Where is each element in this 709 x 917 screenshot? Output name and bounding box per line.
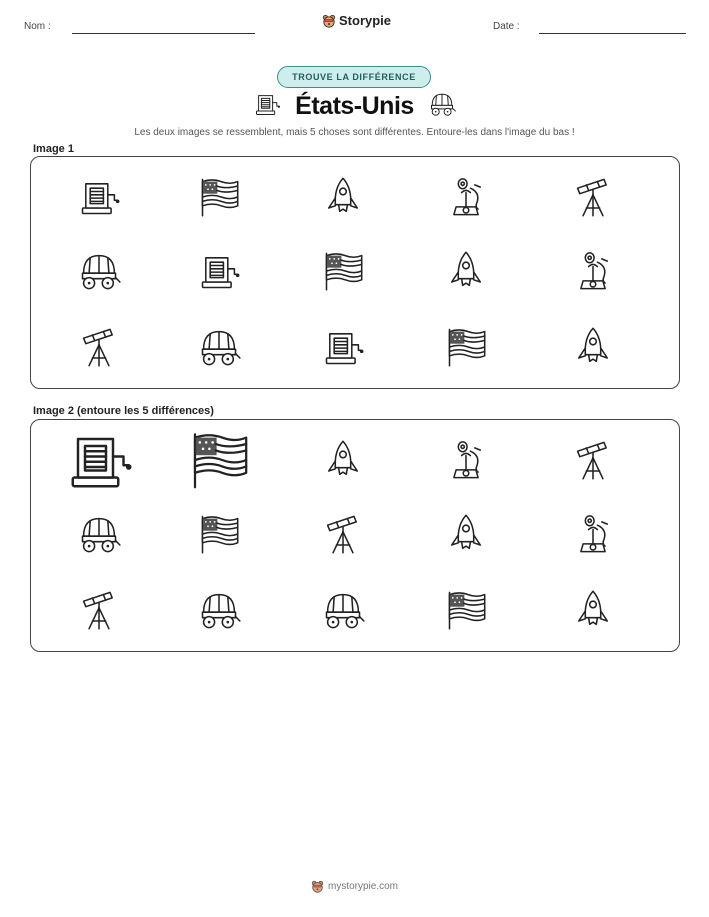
grid-cell	[444, 325, 488, 369]
grid-cell	[197, 325, 241, 369]
image2-panel[interactable]	[30, 419, 680, 652]
grid-cell	[444, 249, 488, 293]
instructions: Les deux images se ressemblent, mais 5 choses sont différentes. Entoure-les dans l'image du bas !	[134, 127, 575, 138]
american-flag-icon	[321, 249, 365, 293]
grid-cell[interactable]	[321, 588, 365, 632]
rocket-icon	[571, 588, 615, 632]
covered-wagon-icon	[197, 325, 241, 369]
grid-cell	[77, 325, 121, 369]
footer-link[interactable]: mystorypie.com	[327, 881, 398, 892]
covered-wagon-icon	[321, 588, 365, 632]
winch-icon	[321, 325, 365, 369]
grid-cell	[77, 175, 121, 219]
grid-cell	[571, 325, 615, 369]
page-title: États-Unis	[295, 92, 414, 120]
grid-cell[interactable]	[197, 588, 241, 632]
american-flag-icon	[197, 512, 241, 556]
grid-cell[interactable]	[321, 512, 365, 556]
image2-label: Image 2 (entoure les 5 différences)	[33, 405, 214, 417]
grid-cell[interactable]	[64, 425, 134, 495]
winch-icon	[64, 425, 134, 495]
grid-cell	[444, 175, 488, 219]
telescope-icon	[571, 438, 615, 482]
grid-cell	[321, 249, 365, 293]
bear-mascot-icon	[311, 880, 324, 893]
grid-cell	[571, 175, 615, 219]
bear-mascot-icon	[322, 14, 336, 28]
candlestick-phone-icon	[571, 249, 615, 293]
rocket-icon	[321, 175, 365, 219]
covered-wagon-icon	[77, 249, 121, 293]
covered-wagon-icon	[197, 588, 241, 632]
grid-cell[interactable]	[571, 438, 615, 482]
grid-cell	[321, 175, 365, 219]
name-label: Nom :	[24, 21, 51, 32]
rocket-icon	[444, 249, 488, 293]
winch-icon	[253, 90, 281, 118]
grid-cell[interactable]	[77, 512, 121, 556]
grid-cell	[321, 325, 365, 369]
grid-cell	[571, 249, 615, 293]
covered-wagon-icon	[428, 90, 456, 123]
grid-cell[interactable]	[321, 438, 365, 482]
brand-name: Storypie	[339, 13, 392, 28]
name-field-line[interactable]	[72, 33, 255, 34]
covered-wagon-icon	[428, 90, 456, 118]
grid-cell	[197, 249, 241, 293]
grid-cell[interactable]	[571, 512, 615, 556]
candlestick-phone-icon	[444, 438, 488, 482]
winch-icon	[253, 90, 281, 123]
title-row	[0, 90, 709, 123]
grid-cell[interactable]	[444, 588, 488, 632]
american-flag-icon	[187, 428, 251, 492]
grid-cell[interactable]	[197, 512, 241, 556]
brand-logo	[322, 13, 391, 28]
winch-icon	[197, 249, 241, 293]
grid-cell[interactable]	[77, 588, 121, 632]
telescope-icon	[77, 588, 121, 632]
image1-panel	[30, 156, 680, 389]
grid-cell[interactable]	[571, 588, 615, 632]
image1-label: Image 1	[33, 143, 74, 155]
grid-cell[interactable]	[444, 512, 488, 556]
american-flag-icon	[444, 325, 488, 369]
grid-cell	[77, 249, 121, 293]
american-flag-icon	[197, 175, 241, 219]
telescope-icon	[321, 512, 365, 556]
candlestick-phone-icon	[444, 175, 488, 219]
winch-icon	[77, 175, 121, 219]
grid-cell[interactable]	[444, 438, 488, 482]
rocket-icon	[571, 325, 615, 369]
grid-cell[interactable]	[187, 428, 251, 492]
date-label: Date :	[493, 21, 520, 32]
candlestick-phone-icon	[571, 512, 615, 556]
footer	[0, 880, 709, 893]
grid-cell	[197, 175, 241, 219]
date-field-line[interactable]	[539, 33, 686, 34]
covered-wagon-icon	[77, 512, 121, 556]
american-flag-icon	[444, 588, 488, 632]
telescope-icon	[571, 175, 615, 219]
rocket-icon	[444, 512, 488, 556]
telescope-icon	[77, 325, 121, 369]
activity-badge: TROUVE LA DIFFÉRENCE	[277, 66, 431, 88]
rocket-icon	[321, 438, 365, 482]
